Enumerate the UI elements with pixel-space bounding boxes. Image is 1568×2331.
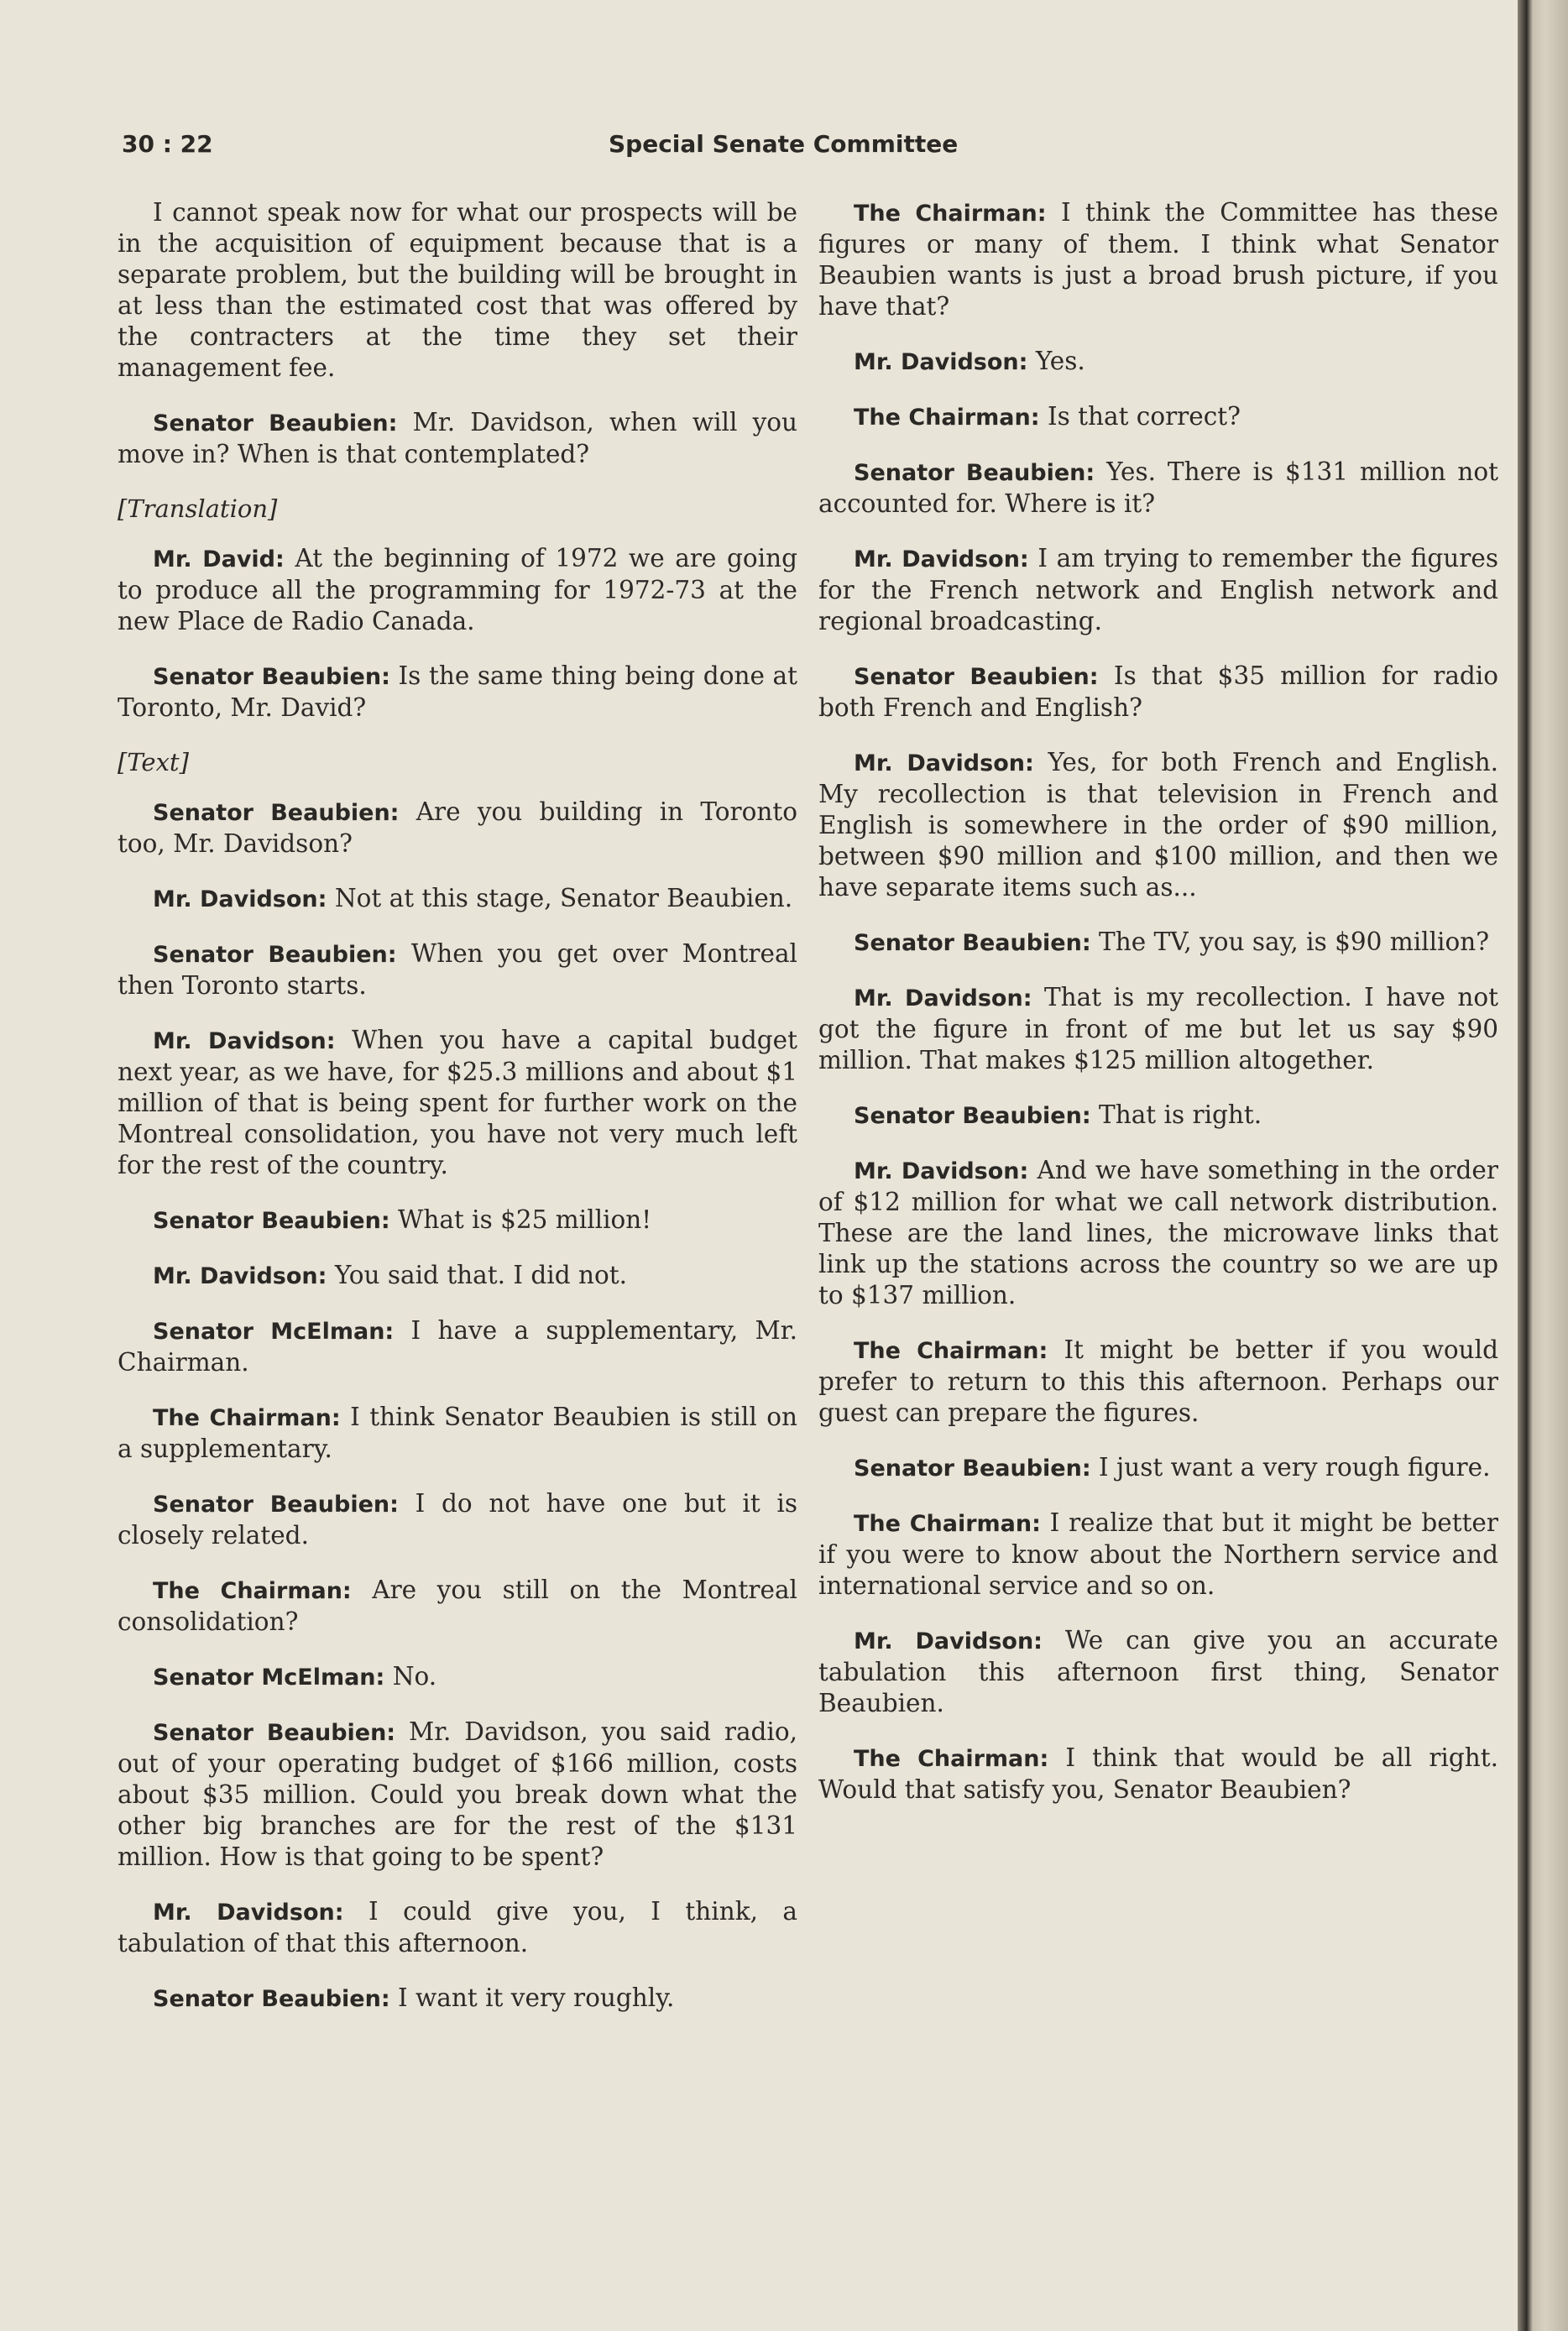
- speaker-name: Senator Beaubien:: [854, 664, 1099, 690]
- paragraph: [818, 1743, 1498, 1806]
- paragraph-text: I think that would be all right. Would that satisfy you, Senator Beaubien?: [818, 1743, 1498, 1804]
- speaker-name: Mr. Davidson:: [854, 349, 1028, 375]
- paragraph: [118, 797, 797, 860]
- language-note: [Translation]: [118, 494, 278, 523]
- speaker-name: Senator Beaubien:: [153, 800, 400, 826]
- paragraph: [118, 407, 797, 470]
- paragraph-text: At the beginning of 1972 we are going to produce all the programming for 1972-73 at the new Place de Radio Canada.: [118, 544, 797, 635]
- speaker-name: Mr. Davidson:: [153, 1028, 336, 1054]
- paragraph-text: We can give you an accurate tabulation this afternoon first thing, Senator Beaubien.: [818, 1626, 1498, 1717]
- paragraph: [118, 1661, 797, 1693]
- running-title: Special Senate Committee: [609, 130, 959, 158]
- speaker-name: The Chairman:: [153, 1578, 352, 1604]
- paragraph: [818, 982, 1498, 1076]
- paragraph: [118, 1717, 797, 1873]
- speaker-name: Senator McElman:: [153, 1665, 385, 1691]
- paragraph: [818, 346, 1498, 378]
- page-number: 30 : 22: [122, 130, 213, 158]
- speaker-name: Mr. Davidson:: [153, 1900, 344, 1926]
- paragraph-text: What is $25 million!: [398, 1205, 652, 1234]
- speaker-name: Senator Beaubien:: [153, 1720, 396, 1746]
- speaker-name: Mr. Davidson:: [854, 1628, 1043, 1654]
- paragraph-text: Is that correct?: [1047, 402, 1241, 431]
- paragraph: [818, 1100, 1498, 1132]
- paragraph-text: When you have a capital budget next year, as we have, for $25.3 millions and about $1 million of that is being spent for further work on the Montreal consolidation, you have not very much left for the rest of the country.: [118, 1026, 797, 1179]
- paragraph-text: You said that. I did not.: [334, 1261, 627, 1289]
- paragraph: [118, 197, 797, 384]
- paragraph: [818, 747, 1498, 903]
- speaker-name: Senator Beaubien:: [153, 664, 390, 690]
- paragraph-text: That is right.: [1099, 1100, 1262, 1129]
- paragraph: [118, 1260, 797, 1292]
- paragraph-text: Are you still on the Montreal consolidation?: [118, 1576, 797, 1636]
- paragraph: [818, 1625, 1498, 1719]
- paragraph-text: Is the same thing being done at Toronto, Mr. David?: [118, 661, 797, 722]
- paragraph-text: Mr. Davidson, when will you move in? When is that contemplated?: [118, 408, 797, 468]
- paragraph: [818, 543, 1498, 637]
- speaker-name: Senator Beaubien:: [854, 930, 1091, 956]
- paragraph: [118, 1315, 797, 1378]
- paragraph-text: Yes. There is $131 million not accounted for. Where is it?: [818, 457, 1498, 518]
- speaker-name: Mr. Davidson:: [854, 546, 1029, 572]
- paragraph-text: I realize that but it might be better if you were to know about the Northern service and international service and so on.: [818, 1508, 1498, 1600]
- paragraph-text: I have a supplementary, Mr. Chairman.: [118, 1316, 797, 1377]
- speaker-name: Mr. Davidson:: [854, 985, 1032, 1011]
- speaker-name: Mr. David:: [153, 546, 285, 572]
- paragraph-text: I want it very roughly.: [398, 1983, 675, 2012]
- paragraph: [118, 883, 797, 915]
- speaker-name: The Chairman:: [854, 201, 1047, 227]
- speaker-name: Senator Beaubien:: [153, 942, 397, 968]
- paragraph: [118, 1488, 797, 1551]
- paragraph: [118, 1983, 797, 2015]
- paragraph-text: Yes, for both French and English. My recollection is that television in French and English is somewhere in the order of $90 million, between $90 million and $100 million, and then we have separate items such as...: [818, 748, 1498, 902]
- speaker-name: Senator Beaubien:: [854, 1103, 1091, 1129]
- language-note: [Text]: [118, 748, 189, 776]
- speaker-name: Senator McElman:: [153, 1319, 395, 1345]
- paragraph-text: That is my recollection. I have not got the figure in front of me but let us say $90 million. That makes $125 million altogether.: [818, 983, 1498, 1074]
- paragraph-text: It might be better if you would prefer to return to this this afternoon. Perhaps our guest can prepare the figures.: [818, 1335, 1498, 1427]
- paragraph-text: Is that $35 million for radio both French and English?: [818, 661, 1498, 722]
- paragraph-text: Not at this stage, Senator Beaubien.: [334, 884, 793, 912]
- speaker-name: Mr. Davidson:: [153, 886, 327, 912]
- paragraph-text: The TV, you say, is $90 million?: [1099, 928, 1490, 956]
- speaker-name: Mr. Davidson:: [854, 1158, 1029, 1184]
- paragraph-text: Mr. Davidson, you said radio, out of your operating budget of $166 million, costs about $35 million. Could you break down what the other big branches are for the rest of the $131 million. How is that going to be spent?: [118, 1717, 797, 1871]
- speaker-name: Mr. Davidson:: [153, 1263, 327, 1289]
- paragraph-text: I do not have one but it is closely related.: [118, 1489, 797, 1550]
- speaker-name: The Chairman:: [854, 405, 1040, 431]
- page-binding-edge: [1518, 0, 1568, 2331]
- paragraph-text: Are you building in Toronto too, Mr. Davidson?: [118, 797, 797, 858]
- speaker-name: Senator Beaubien:: [854, 1456, 1091, 1482]
- paragraph: [818, 457, 1498, 520]
- paragraph: [818, 1508, 1498, 1602]
- paragraph: [818, 401, 1498, 433]
- paragraph-text: I could give you, I think, a tabulation of that this afternoon.: [118, 1897, 798, 1957]
- paragraph-text: I cannot speak now for what our prospects will be in the acquisition of equipment because that is a separate problem, but the building will be brought in at less than the estimated cost that was offered by the contracters at the time they set their management fee.: [118, 198, 797, 382]
- speaker-name: The Chairman:: [854, 1746, 1049, 1772]
- paragraph-text: I am trying to remember the figures for the French network and English network and regional broadcasting.: [818, 544, 1498, 635]
- speaker-name: Senator Beaubien:: [153, 410, 398, 436]
- paragraph: [118, 1402, 797, 1465]
- paragraph-text: When you get over Montreal then Toronto starts.: [118, 939, 797, 1000]
- paragraph-text: I just want a very rough figure.: [1099, 1453, 1491, 1482]
- speaker-name: Senator Beaubien:: [153, 1208, 390, 1234]
- speaker-name: Senator Beaubien:: [153, 1492, 399, 1518]
- paragraph-text: I think Senator Beaubien is still on a supplementary.: [118, 1403, 797, 1463]
- speaker-name: Mr. Davidson:: [854, 750, 1034, 776]
- speaker-name: Senator Beaubien:: [854, 460, 1095, 486]
- paragraph-text: No.: [392, 1662, 437, 1691]
- paragraph: [118, 1205, 797, 1236]
- paragraph: [818, 1155, 1498, 1311]
- paragraph: [118, 661, 797, 724]
- page-header: [122, 130, 1490, 164]
- paragraph-text: Yes.: [1035, 347, 1085, 375]
- paragraph-text: I think the Committee has these figures or many of them. I think what Senator Beaubien wants is just a broad brush picture, if you have that?: [818, 198, 1498, 321]
- speaker-name: The Chairman:: [854, 1338, 1048, 1364]
- paragraph: [118, 543, 797, 637]
- speaker-name: Senator Beaubien:: [153, 1986, 390, 2012]
- paragraph: [818, 1452, 1498, 1484]
- paragraph: [118, 1575, 797, 1638]
- right-column: [818, 197, 1498, 1829]
- left-column: [118, 197, 797, 2038]
- paragraph: [818, 197, 1498, 322]
- paragraph: [818, 661, 1498, 724]
- paragraph: [818, 1335, 1498, 1429]
- speaker-name: The Chairman:: [854, 1511, 1041, 1537]
- speaker-name: The Chairman:: [153, 1405, 341, 1431]
- paragraph: [118, 1025, 797, 1181]
- paragraph: [118, 1896, 797, 1959]
- paragraph-text: And we have something in the order of $12 million for what we call network distribution. These are the land lines, the microwave links that link up the stations across the country so we are up to $137 million.: [818, 1156, 1498, 1309]
- paragraph: [818, 927, 1498, 959]
- paragraph: [118, 938, 797, 1001]
